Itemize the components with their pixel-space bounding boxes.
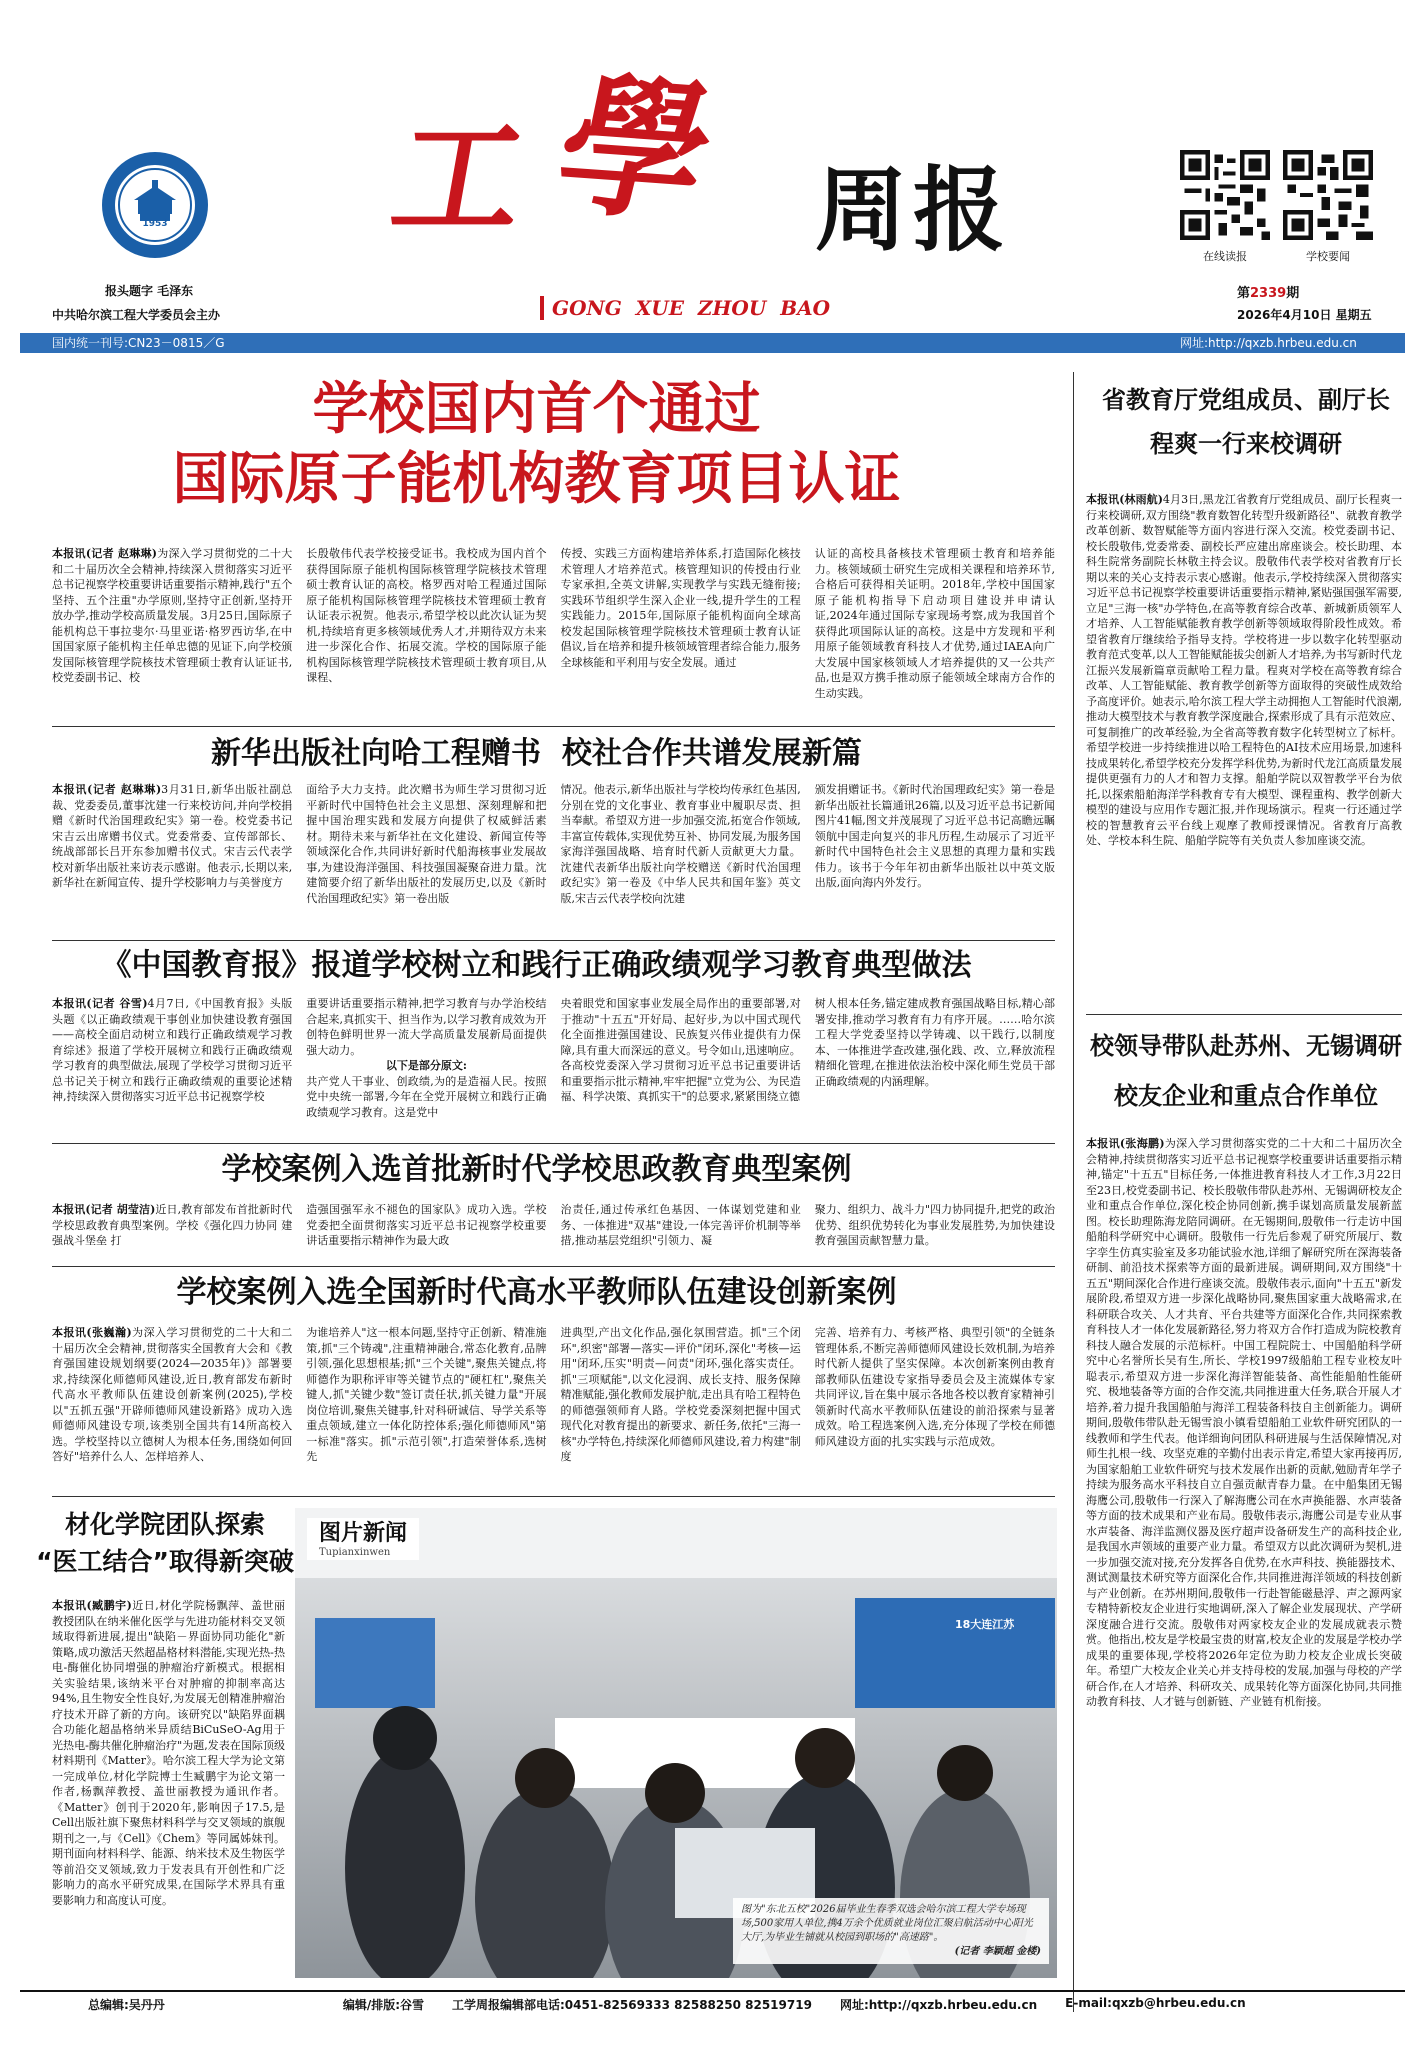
right2-headline-2: 校友企业和重点合作单位 <box>1114 1082 1378 1110</box>
photo-credit: (记者 李颖超 金楼) <box>954 1946 1041 1957</box>
article2-col-3: 情况。他表示,新华出版社与学校均传承红色基因,分别在党的文化事业、教育事业中履职尽责、担当奉献。希望双方进一步加强交流,拓宽合作领域,丰富宣传载体,实现优势互补、协同发展,为服务国家海洋强国战略、培育时代新人贡献更大力量。沈建代表新华出版社向学校赠送《新时代治国理政纪实》第一卷及《中华人民共和国年鉴》英文版,宋吉云代表学校向沈建 <box>560 783 801 905</box>
pinyin: GONG XUE ZHOU BAO <box>552 296 831 320</box>
right2-headline-1: 校领导带队赴苏州、无锡调研 <box>1090 1032 1402 1060</box>
article3-col-4: 树人根本任务,锚定建成教育强国战略目标,精心部署安排,推动学习教育有力有序开展。……哈尔滨工程大学党委坚持以学铸魂、以干践行,以制度本、一体推进学查改建,强化践、改、立,释放流程精细化管理,在推进依法治校中深化师生党员干部正确政绩观的内涵理解。 <box>814 997 1055 1088</box>
cn-number: 国内统一刊号:CN23－0815／G <box>52 336 225 350</box>
lead-col-1 <box>52 546 292 726</box>
article2-text-1: 3月31日,新华出版社副总裁、党委委员,董事沈建一行来校访问,并向学校捐赠《新时代治国理政纪实》第一卷。校党委书记宋吉云出席赠书仪式。党委常委、宣传部部长、统战部部长吕开东参加赠书仪式。宋吉云代表学校对新华出版社来访表示感谢。他表示,长期以来,新华社在新闻宣传、提升学校影响力与美誉度方 <box>52 783 293 889</box>
divider-5 <box>52 1496 1055 1497</box>
pinyin-bar <box>540 296 895 320</box>
lead-text-1: 为深入学习贯彻党的二十大和二十届历次全会精神,持续深入贯彻落实习近平总书记视察学校重要讲话重要指示精神,践行"五个坚持、五个注重"办学原则,坚持守正创新,坚持开放办学,推动学校高质量发展。3月25日,国际原子能机构总干事拉斐尔·马里亚诺·格罗西访华,在中国国家原子能机构主任单忠德的见证下,向学校颁发国际核管理学院核技术管理硕士教育认证证书,校党委副书记、校 <box>52 547 293 684</box>
right2-text: 为深入学习贯彻落实党的二十大和二十届历次全会精神,持续贯彻落实习近平总书记视察学校重要讲话重要指示精神,锚定"十五五"目标任务,一体推进教育科技人才工作,3月22日至23日,校党委副书记、校长殷敬伟带队赴苏州、无锡调研校友企业和重点合作单位,深化校企协同创新,携手谋划高质量发展新蓝图。校长助理陈海龙陪同调研。在无锡期间,殷敬伟一行走访中国船舶科学研究中心调研。殷敬伟一行先后参观了研究所展厅、数字孪生仿真实验室及多功能试验水池,详细了解研究所在深海装备研制、前沿技术探索等方面的最新进展。调研期间,双方围绕"十五五"期间深化合作进行座谈交流。殷敬伟表示,面向"十五五"新发展阶段,希望双方进一步深化战略协同,聚焦国家重大战略需求,在科研联合攻关、人才共育、平台共建等方面深化合作,共同探索教育科技人才一体化发展新路径,努力将双方合作打造成为院校教育科技人融合发展的示范标杆。中国工程院院士、中国船舶科学研究中心名誉所长吴有生,所长、学校1997级船舶工程专业校友叶聪表示,希望双方进一步深化海洋智能装备、高性能船舶性能研究、极地装备等方面的合作交流,共同推进重大任务,联合开展人才培养,着力提升我国船舶与海洋工程装备科技自主创新能力。调研期间,殷敬伟带队赴无锡雪浪小镇看望船舶工业软件研究团队的一线教师和学生代表。他详细询问团队科研进展与生活保障情况,对师生扎根一线、攻坚克难的辛勤付出表示肯定,希望大家再接再厉,为国家船舶工业软件研究与技术发展作出新的贡献,勉励青年学子持续为服务高水平科技自立自强贡献青春力量。在中船集团无锡海鹰公司,殷敬伟一行深入了解海鹰公司在水声换能器、水声装备等方面的技术成果和产业布局。殷敬伟表示,海鹰公司是专业从事水声装备、海洋监测仪器及医疗超声设备研发生产的高科技企业,是我国水声领域的重要产业力量。希望双方以此次调研为契机,进一步加强交流对接,充分发挥各自优势,在水声科技、换能器技术、测试测量技术研究等方面深化合作,共同推进海洋领域的科技创新与产业创新。在苏州期间,殷敬伟一行赴智能磁悬浮、声之源两家专精特新校友企业进行实地调研,深入了解企业发展现状、产学研深度融合进行交流。殷敬伟对两家校友企业的发展成就表示赞赏。他指出,校友是学校最宝贵的财富,校友企业的发展是学校办学成果的重要体现,学校将2026年定位为助力校友企业成长突破年。希望广大校友企业关心并支持母校的发展,加强与母校的产学研合作,在人才培养、科研攻关、成果转化等方面深化协同,共同推动教育科技、人才链与创新链、产业链有机衔接。 <box>1086 1137 1402 1708</box>
article3-byline: 本报讯(记者 谷雪) <box>52 997 148 1010</box>
photo-caption-box <box>733 1898 1049 1964</box>
photo-news-title-box <box>307 1518 419 1560</box>
article4-col-3: 治责任,通过传承红色基因、一体谋划党建和业务、一体推进"双基"建设,一体完善评价机制等举措,推动基层党组织"引领力、凝 <box>560 1203 801 1247</box>
article4-col-2: 造强国强军永不褪色的国家队》成功入选。学校党委把全面贯彻落实习近平总书记视察学校重要讲话重要指示精神作为最大政 <box>306 1203 547 1247</box>
university-seal <box>100 150 210 260</box>
article5-headline: 学校案例入选全国新时代高水平教师队伍建设创新案例 <box>176 1275 897 1310</box>
issue-no: 2339 <box>1250 286 1287 301</box>
right1-headline-2: 程爽一行来校调研 <box>1150 430 1342 458</box>
qr2-label: 学校要闻 <box>1306 250 1350 263</box>
masthead-title <box>381 56 835 265</box>
article4-text-1: 近日,教育部发布首批新时代学校思政教育典型案例。学校《强化四力协同 建强战斗堡垒 打 <box>52 1203 293 1247</box>
photo-news-subtitle: Tupianxinwen <box>319 1547 391 1558</box>
article4-col-4: 聚力、组织力、战斗力"四力协同提升,把党的政治优势、组织优势转化为事业发展胜势,为加快建设教育强国贡献智慧力量。 <box>814 1203 1055 1247</box>
qr1-label: 在线读报 <box>1203 250 1247 263</box>
lead-headline-2: 国际原子能机构教育项目认证 <box>172 447 901 512</box>
right1-body <box>1086 492 1402 1004</box>
issue-date: 2026年4月10日 星期五 <box>1237 308 1372 322</box>
divider-3 <box>52 1143 1055 1144</box>
right1-text: 4月3日,黑龙江省教育厅党组成员、副厅长程爽一行来校调研,双方围绕"教育数智化转型升级新路径"、就教育教学改革创新、数智赋能等方面内容进行深入交流。校党委副书记、校长殷敬伟,党委常委、副校长严应建出席座谈会。校长助理、本科生院常务副院长林敬主持会议。殷敬伟代表学校对省教育厅长期以来的关心支持表示衷心感谢。他表示,学校持续深入贯彻落实习近平总书记视察学校重要讲话重要指示精神,紧贴强国强军需要,立足"三海一核"办学特色,在高等教育综合改革、新城新质领军人才培养、人工智能赋能教育教学创新等领域取得阶段性成效。希望省教育厅继续给予指导支持。学校将进一步以数字化转型驱动教育范式变革,以人工智能赋能拔尖创新人才培养,为书写新时代龙江振兴发展新篇章贡献哈工程力量。程爽对学校在高等教育综合改革、人工智能赋能、教育教学创新等方面取得的突破性成效给予高度评价。她表示,哈尔滨工程大学主动拥抱人工智能时代浪潮,推动大模型技术与教育教学深度融合,探索形成了具有示范效应、可复制推广的改革经验,为全省高等教育数字化转型树立了标杆。希望学校进一步持续推进以哈工程特色的AI技术应用场景,加速科技成果转化,希望学校充分发挥学科优势,为新时代龙江高质量发展提供更强有力的人才和智力支撑。船舶学院以双智教学平台为依托,以探索船舶海洋学科教育专有大模型、课程重构、教学创新大模型的建设与应用作专题汇报,并作现场演示。程爽一行还通过学校的智慧教育云平台线上观摩了教师授课情况。省教育厅高教处、学校本科生院、船舶学院等有关负责人参加座谈交流。 <box>1086 493 1402 847</box>
article2-col-4: 颁发捐赠证书。《新时代治国理政纪实》第一卷是新华出版社长篇通讯26篇,以及习近平总书记新闻图片41幅,图文并茂展现了习近平总书记高瞻远瞩领航中国走向复兴的非凡历程,生动展示了习近平新时代中国特色社会主义思想的真理力量和实践伟力。该书于今年年初由新华出版社以中英文版出版,面向海内外发行。 <box>814 783 1055 889</box>
article6-text: 近日,材化学院杨飘萍、盖世丽教授团队在纳米催化医学与先进功能材料交叉领域取得新进展,提出"缺陷－界面协同功能化"新策略,成功激活天然超晶格材料潜能,实现光热-热电-酶催化协同增强的肿瘤治疗新模式。根据相关实验结果,该纳米平台对肿瘤的抑制率高达94%,且生物安全性良好,为发展无创精准肿瘤治疗技术开辟了新的方向。该研究以"缺陷界面耦合功能化超晶格纳米异质结BiCuSeO-Ag用于光热电-酶共催化肿瘤治疗"为题,发表在国际顶级材料期刊《Matter》。哈尔滨工程大学为论文第一完成单位,材化学院博士生臧鹏宇为论文第一作者,杨飘萍教授、盖世丽教授为通讯作者。《Matter》创刊于2020年,影响因子17.5,是Cell出版社旗下聚焦材料科学与交叉领域的旗舰期刊之一,与《Cell》《Chem》等同属姊妹刊。期刊面向材料科学、能源、纳米技术及生物医学等前沿交叉领域,致力于发表具有开创性和广泛影响力的高水平研究成果,在国际学术界具有重要影响力和高度认可度。 <box>52 1599 285 1907</box>
article5-col-4: 完善、培养有力、考核严格、典型引领"的全链条管理体系,不断完善师德师风建设长效机制,为培养时代新人提供了坚实保障。本次创新案例由教育部教师队伍建设专家指导委员会及主流媒体专家共同评议,旨在集中展示各地各校以教育家精神引领新时代高水平教师队伍建设的前沿探索与显著成效。哈工程选案例入选,充分体现了学校在师德师风建设方面的扎实实践与示范成效。 <box>814 1326 1055 1448</box>
article3-col-1 <box>52 996 292 1136</box>
article3-text-2b: 共产党人干事业、创政绩,为的是造福人民。按照党中央统一部署,今年在全党开展树立和践行正确政绩观学习教育。这是党中 <box>306 1074 547 1119</box>
lead-byline: 本报讯(记者 赵琳琳) <box>52 547 157 560</box>
title-char-gong: 工 <box>381 104 537 254</box>
article3-body <box>52 996 1055 1136</box>
seal-year: 1953 <box>142 219 168 229</box>
right2-body <box>1086 1136 1402 1981</box>
title-char-xue: 學 <box>539 56 731 244</box>
masthead-weekly: 周报 <box>815 157 1012 264</box>
right1-byline: 本报讯(林雨航) <box>1086 493 1163 506</box>
column-divider <box>1073 372 1074 2012</box>
qr-code-read-online[interactable] <box>1180 150 1270 240</box>
qr-code-school-news[interactable] <box>1283 150 1373 240</box>
divider-1 <box>52 726 1055 727</box>
article4-byline: 本报讯(记者 胡莹洁) <box>52 1203 156 1216</box>
lead-col-4: 认证的高校具备核技术管理硕士教育和培养能力。核领域硕士研究生完成相关课程和培养环节,合格后可获得相关证明。2018年,学校中国国家原子能机构指导下启动项目建设并申请认证,2024年通过国际专家现场考察,成为我国首个获得此项国际认证的高校。这是中方发现和平利用原子能领域教育科技人才优势,通过IAEA向广大发展中国家核领域人才培养提供的又一公共产品,也是双方携手推动原子能领域全球南方合作的生动实践。 <box>814 547 1055 700</box>
sponsor: 中共哈尔滨工程大学委员会主办 <box>52 308 221 322</box>
article2-col-1 <box>52 782 292 930</box>
divider-2 <box>52 940 1055 941</box>
article3-col-3: 央着眼党和国家事业发展全局作出的重要部署,对于推动"十五五"开好局、起好步,为以中国式现代化全面推进强国建设、民族复兴伟业提供有力保障,具有重大而深远的意义。号令如山,迅速响应。各高校党委深入学习贯彻习近平总书记重要讲话和重要指示批示精神,牢牢把握"立党为公、为民造福、科学决策、真抓实干"的总要求,紧紧围绕立德 <box>560 997 801 1103</box>
article5-byline: 本报讯(张巍瀚) <box>52 1326 132 1339</box>
article5-body <box>52 1325 1055 1490</box>
issue-prefix: 第 <box>1237 286 1251 301</box>
inscription: 报头题字 毛泽东 <box>105 284 194 298</box>
photo-news-title: 图片新闻 <box>319 1521 408 1546</box>
lead-headline-1: 学校国内首个通过 <box>312 377 761 442</box>
article2-byline: 本报讯(记者 赵琳琳) <box>52 783 162 796</box>
photo-caption: 图为"东北五校"2026届毕业生春季双选会哈尔滨工程大学专场现场,500家用人单位,携4万余个优质就业岗位汇聚启航活动中心阳光大厅,为毕业生铺就从校园到职场的"高速路"。 <box>741 1904 1033 1943</box>
article4-headline: 学校案例入选首批新时代学校思政教育典型案例 <box>221 1152 852 1187</box>
photo-news <box>295 1508 1057 1978</box>
article6-body <box>52 1598 285 1981</box>
issue-suffix: 期 <box>1286 286 1300 301</box>
footer-editor: 编辑/排版:谷雪 <box>342 1998 424 2012</box>
lead-body <box>52 546 1055 726</box>
article3-text-1: 4月7日,《中国教育报》头版头题《以正确政绩观干事创业加快建设教育强国——高校全面启动树立和践行正确政绩观学习教育综述》报道了学校开展树立和践行正确政绩观学习教育的典型做法,展现了学校学习贯彻习近平总书记关于树立和践行正确政绩观的重要论述精神,持续深入贯彻落实习近平总书记视察学校 <box>52 997 293 1103</box>
photo-booth-sign: 18大连江苏 <box>955 1618 1015 1631</box>
article3-headline: 《中国教育报》报道学校树立和践行正确政绩观学习教育典型做法 <box>101 948 972 983</box>
divider-4 <box>52 1266 1055 1267</box>
lead-col-3: 传授、实践三方面构建培养体系,打造国际化核技术管理人才培养范式。核管理知识的传授由行业专家承担,全英文讲解,实现教学与实践无缝衔接;实践环节组织学生深入企业一线,提升学生的工程实践能力。2015年,国际原子能机构面向全球高校发起国际核管理学院核技术管理硕士教育认证倡议,旨在培养和提升核领域管理者综合能力,服务全球核能和平利用与安全发展。通过 <box>560 547 801 669</box>
article3-subhead: 以下是部分原文: <box>385 1059 467 1072</box>
footer-rule <box>20 1990 1405 1992</box>
footer-website[interactable]: 网址:http://qxzb.hrbeu.edu.cn <box>839 1998 1038 2012</box>
article6-headline-1: 材化学院团队探索 <box>64 1510 265 1539</box>
article2-col-2: 面给予大力支持。此次赠书为师生学习贯彻习近平新时代中国特色社会主义思想、深刻理解和把握中国治理实践和发展方向提供了权威鲜活素材。期待未来与新华社在文化建设、新闻宣传等领域深化合作,共同讲好新时代船海核事业发展故事,为建设海洋强国、科技强国凝聚奋进力量。沈建简要介绍了新华出版社的发展历史,以及《新时代治国理政纪实》第一卷出版 <box>306 783 547 905</box>
article5-col-3: 进典型,产出文化作品,强化氛围营造。抓"三个闭环",织密"部署—落实—评价"闭环,深化"考核—运用"闭环,压实"明责—问责"闭环,强化落实责任。抓"三项赋能",以文化浸润、成长支持、服务保障精准赋能,强化教师发展护航,走出具有哈工程特色的师德强领师育人路。学校党委深刻把握中国式现代化对教育提出的新要求、新任务,依托"三海一核"办学特色,持续深化师德师风建设,着力构建"制度 <box>560 1326 801 1463</box>
article4-body <box>52 1202 1055 1262</box>
article4-col-1 <box>52 1202 292 1262</box>
article5-col-2: 为谁培养人"这一根本问题,坚持守正创新、精准施策,抓"三个铸魂",注重精神融合,常态化教育,品牌引领,强化思想根基;抓"三个关键",聚焦关键点,将师德作为职称评审等关键节点的"硬杠杠",聚焦关键人,抓"关键少数"签订责任状,抓关键力量"开展岗位培训,聚焦关键事,针对科研诚信、导学关系等重点领域,建立一体化防控体系;强化师德师风"第一标准"落实。抓"示范引领",打造荣誉体系,选树先 <box>306 1326 547 1463</box>
article5-text-1: 为深入学习贯彻党的二十大和二十届历次全会精神,贯彻落实全国教育大会和《教育强国建设规划纲要(2024—2035年)》部署要求,持续深化师德师风建设,近日,教育部发布新时代高水平教师队伍建设创新案例(2025),学校以"五抓五强"开辟师德师风建设新路》成功入选师德师风建设专项,该类别全国共有14所高校入选。学校坚持以立德树人为根本任务,围绕如何回答好"培养什么人、怎样培养人、 <box>52 1326 293 1463</box>
article3-col-2 <box>306 996 546 1136</box>
article2-body <box>52 782 1055 930</box>
footer-email[interactable]: E-mail:qxzb@hrbeu.edu.cn <box>1065 1996 1246 2010</box>
right-divider <box>1086 1014 1402 1015</box>
issue-number <box>1237 282 1299 301</box>
footer-phone: 工学周报编辑部电话:0451-82569333 82588250 82519719 <box>452 1998 812 2012</box>
footer-chief-editor: 总编辑:吴丹丹 <box>88 1998 165 2012</box>
article5-col-1 <box>52 1325 292 1490</box>
header-website[interactable]: 网址:http://qxzb.hrbeu.edu.cn <box>1180 336 1357 350</box>
article3-text-2: 重要讲话重要指示精神,把学习教育与办学治校结合起来,真抓实干、担当作为,以学习教育成效为开创特色鲜明世界一流大学高质量发展新局面提供强大动力。 <box>306 997 547 1057</box>
article2-headline: 新华出版社向哈工程赠书 校社合作共谱发展新篇 <box>211 736 862 771</box>
article6-headline-2: “医工结合”取得新突破 <box>36 1547 294 1576</box>
article6-byline: 本报讯(臧鹏宇) <box>52 1599 132 1612</box>
right2-byline: 本报讯(张海鹏) <box>1086 1137 1165 1150</box>
lead-col-2: 长殷敬伟代表学校接受证书。我校成为国内首个获得国际原子能机构国际核管理学院核技术管理硕士教育认证的高校。格罗西对哈工程通过国际原子能机构国际核管理学院核技术管理硕士教育认证表示祝贺。他表示,希望学校以此次认证为契机,持续培育更多核领域优秀人才,并期待双方未来进一步深化合作、拓展交流。学校的国际原子能机构国际核管理学院核技术管理硕士教育项目,从课程、 <box>306 547 547 684</box>
footer <box>88 1996 1388 2018</box>
right1-headline-1: 省教育厅党组成员、副厅长 <box>1102 386 1390 414</box>
